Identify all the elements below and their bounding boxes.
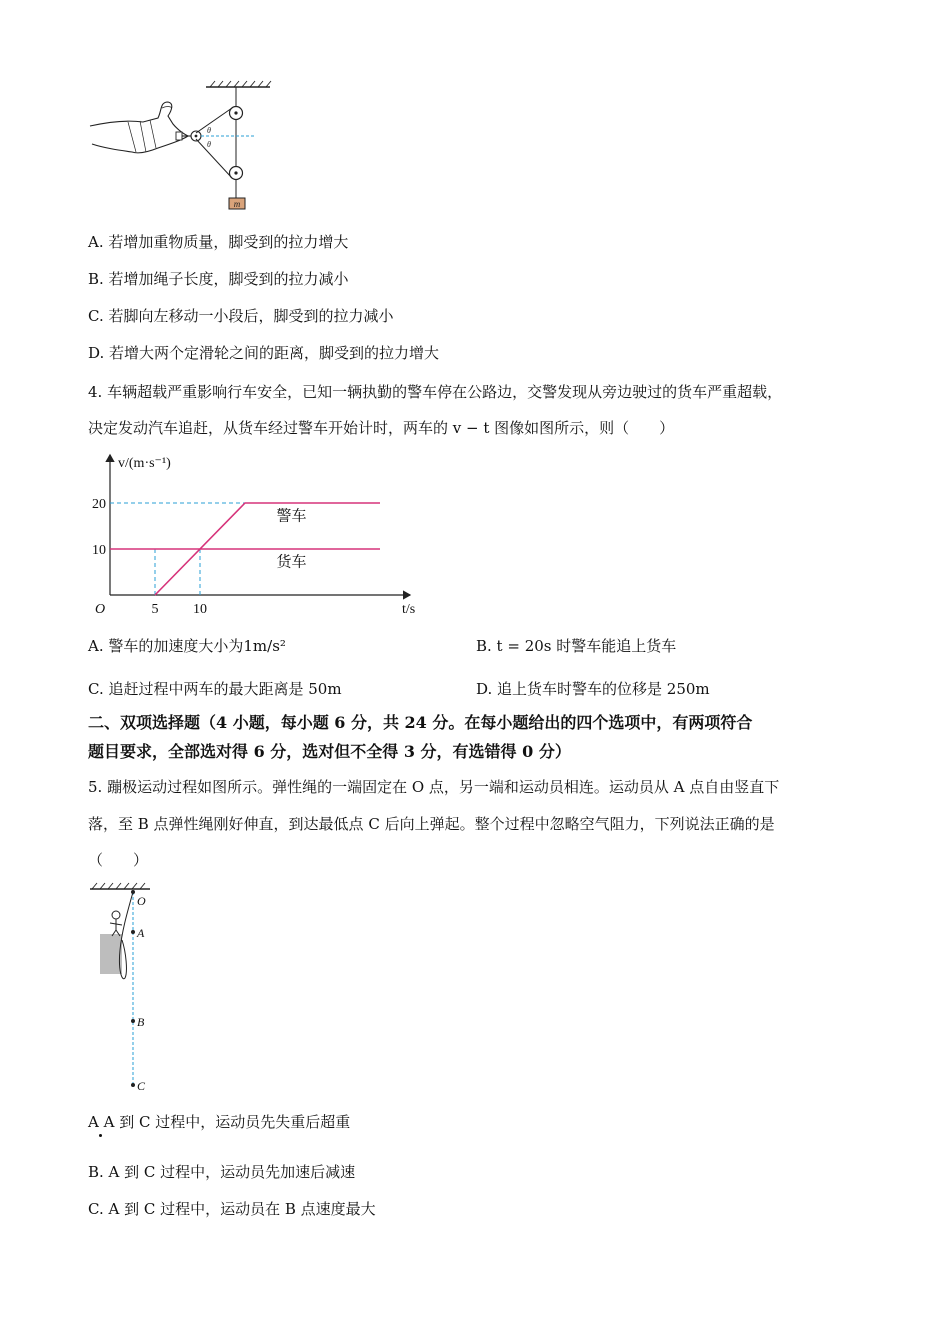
q5-option-b: B. A 到 C 过程中，运动员先加速后减速 bbox=[88, 1163, 356, 1181]
traction-pulley-figure bbox=[88, 78, 278, 218]
q5-stem-line3: （ ） bbox=[88, 851, 149, 869]
point-c-label: C bbox=[137, 1079, 146, 1093]
y-tick-label-1: 20 bbox=[92, 497, 106, 512]
series-name-0: 警车 bbox=[276, 508, 307, 525]
section2-heading-line2: 题目要求，全部选对得 6 分，选对但不全得 3 分，有选错得 0 分） bbox=[88, 742, 571, 761]
origin-label: O bbox=[95, 602, 106, 617]
q4-option-b: B. t = 20s 时警车能追上货车 bbox=[476, 637, 677, 655]
theta-lower-label: θ bbox=[207, 140, 211, 149]
mass-label: m bbox=[233, 199, 241, 209]
q5-stem-line1: 5. 蹦极运动过程如图所示。弹性绳的一端固定在 O 点，另一端和运动员相连。运动员从 A 点自由竖直下 bbox=[88, 778, 780, 796]
series-name-1: 货车 bbox=[276, 554, 307, 571]
point-b-label: B bbox=[137, 1015, 145, 1029]
q5-option-c: C. A 到 C 过程中，运动员在 B 点速度最大 bbox=[88, 1200, 376, 1218]
q3-option-a: A. 若增加重物质量，脚受到的拉力增大 bbox=[88, 233, 349, 251]
q4-option-d: D. 追上货车时警车的位移是 250m bbox=[476, 680, 710, 698]
x-tick-label-0: 5 bbox=[151, 602, 159, 617]
y-tick-label-0: 10 bbox=[92, 543, 106, 558]
q3-option-c: C. 若脚向左移动一小段后，脚受到的拉力减小 bbox=[88, 307, 394, 325]
q3-option-b: B. 若增加绳子长度，脚受到的拉力减小 bbox=[88, 270, 349, 288]
section2-heading-line1: 二、双项选择题（4 小题，每小题 6 分，共 24 分。在每小题给出的四个选项中，有两项符合 bbox=[88, 713, 753, 732]
y-axis-label: v/(m·s⁻¹) bbox=[118, 456, 171, 471]
q4-option-c: C. 追赶过程中两车的最大距离是 50m bbox=[88, 680, 342, 698]
q5-option-a: A A 到 C 过程中，运动员先失重后超重 bbox=[88, 1113, 351, 1131]
x-tick-label-1: 10 bbox=[193, 602, 207, 617]
point-a-label: A bbox=[137, 926, 145, 940]
vt-chart bbox=[85, 450, 416, 620]
bungee-figure bbox=[88, 880, 168, 1095]
x-axis-label: t/s bbox=[402, 602, 416, 617]
theta-upper-label: θ bbox=[207, 126, 211, 135]
q3-option-d: D. 若增大两个定滑轮之间的距离，脚受到的拉力增大 bbox=[88, 344, 440, 362]
point-o-label: O bbox=[137, 894, 146, 908]
q5-stem-line2: 落，至 B 点弹性绳刚好伸直，到达最低点 C 后向上弹起。整个过程中忽略空气阻力，下列说法正确的是 bbox=[88, 815, 775, 833]
q4-stem-line2: 决定发动汽车追赶，从货车经过警车开始计时，两车的 v − t 图像如图所示，则（ ） bbox=[88, 419, 675, 437]
option-a-dot bbox=[99, 1134, 102, 1137]
q4-option-a: A. 警车的加速度大小为1m/s² bbox=[88, 637, 286, 655]
q4-stem-line1: 4. 车辆超载严重影响行车安全，已知一辆执勤的警车停在公路边，交警发现从旁边驶过的货车严重超载， bbox=[88, 383, 783, 401]
